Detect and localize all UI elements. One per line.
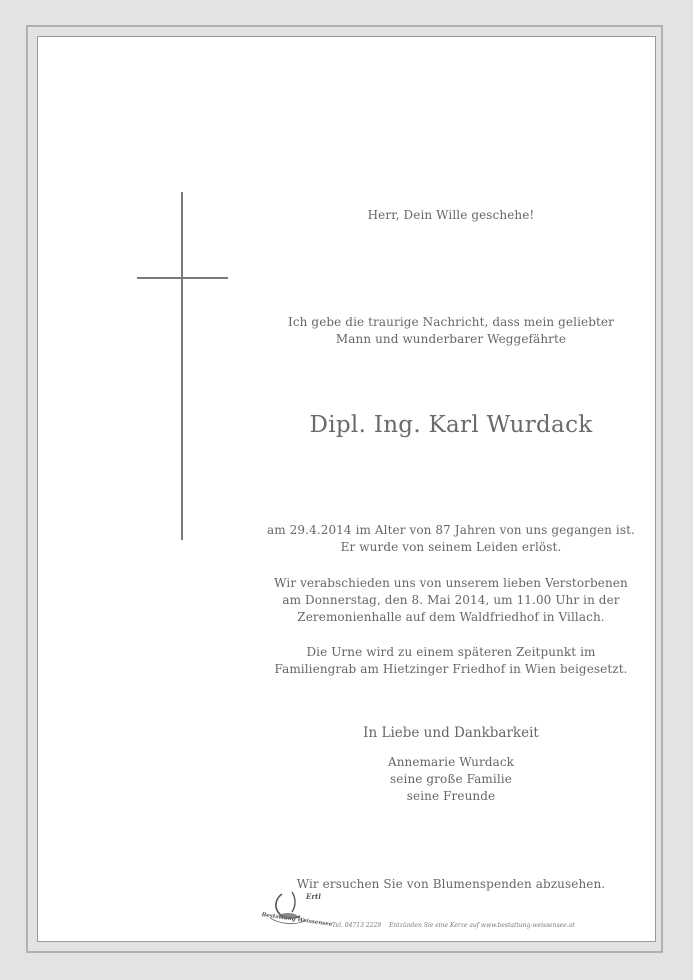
signer-line: seine große Familie (390, 772, 512, 786)
signer-line: Annemarie Wurdack (387, 755, 515, 769)
urn-notice (238, 644, 664, 678)
closing-line: In Liebe und Dankbarkeit (363, 725, 539, 741)
passing-notice (238, 522, 664, 556)
deceased-name: Dipl. Ing. Karl Wurdack (309, 412, 593, 438)
urn-line: Familiengrab am Hietzinger Friedhof in Wien beigesetzt. (274, 662, 628, 676)
farewell-notice (238, 575, 664, 626)
passing-line: Er wurde von seinem Leiden erlöst. (340, 540, 562, 554)
request-line: Wir ersuchen Sie von Blumenspenden abzusehen. (296, 877, 606, 891)
funeral-home-logo (261, 888, 333, 932)
urn-line: Die Urne wird zu einem späteren Zeitpunkt im (306, 645, 596, 659)
motto (238, 207, 664, 224)
footer-contact (332, 922, 581, 929)
obituary-card (37, 36, 656, 942)
logo-brand-text: Ertl (306, 892, 321, 901)
footer-candle-link[interactable]: Entzünden Sie eine Kerze auf www.bestattung-weissensee.at (389, 922, 575, 929)
announcement-line: Mann und wunderbarer Weggefährte (335, 332, 567, 346)
cross-horizontal-bar (137, 277, 228, 279)
cross-vertical-bar (181, 192, 183, 540)
footer-phone: Tel. 04713 2229 (332, 922, 382, 929)
announcement (238, 314, 664, 348)
farewell-line: Wir verabschieden uns von unserem lieben Verstorbenen (274, 576, 628, 590)
motto-line: Herr, Dein Wille geschehe! (367, 208, 535, 222)
logo-name-text: Bestattung Weissensee (261, 912, 333, 928)
footer (262, 888, 592, 932)
announcement-line: Ich gebe die traurige Nachricht, dass mein geliebter (288, 315, 614, 329)
farewell-line: am Donnerstag, den 8. Mai 2014, um 11.00 Uhr in der (282, 593, 620, 607)
signers (238, 754, 664, 805)
farewell-line: Zeremonienhalle auf dem Waldfriedhof in Villach. (297, 610, 605, 624)
signer-line: seine Freunde (406, 789, 496, 803)
passing-line: am 29.4.2014 im Alter von 87 Jahren von uns gegangen ist. (267, 523, 635, 537)
